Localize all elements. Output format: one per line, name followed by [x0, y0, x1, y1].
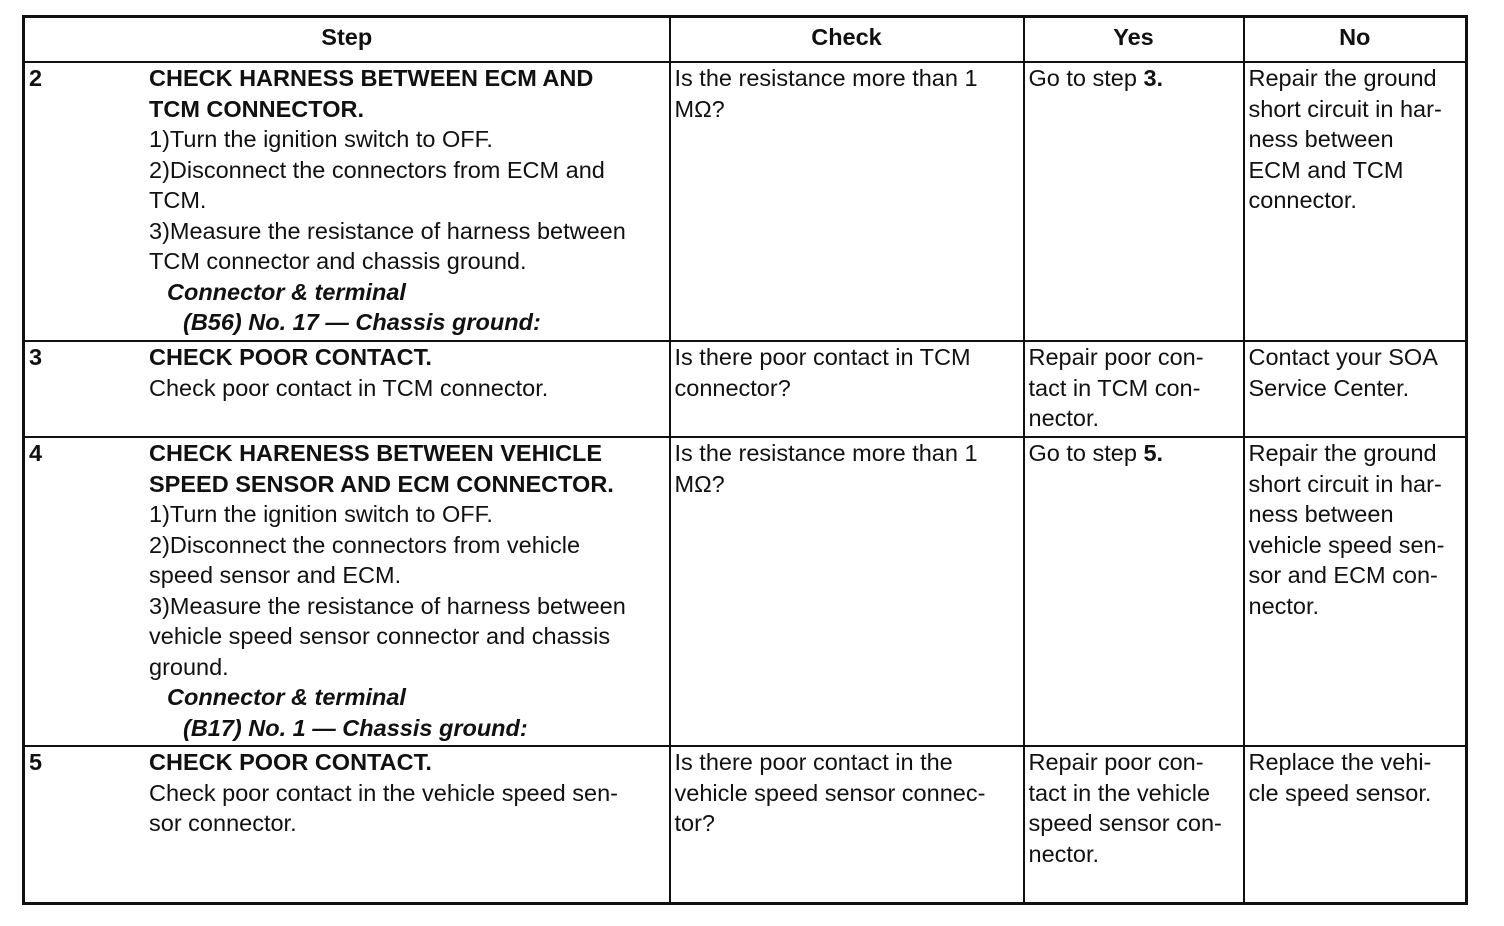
step-cell	[24, 437, 670, 746]
table-row	[24, 341, 1467, 437]
step-title-line: CHECK POOR CONTACT.	[149, 344, 432, 370]
table-row	[24, 62, 1467, 341]
yes-line: speed sensor con-	[1028, 810, 1222, 836]
yes-line: Repair poor con-	[1028, 749, 1204, 775]
terminal-value: (B17) No. 1 — Chassis ground:	[183, 714, 528, 741]
no-line: nector.	[1248, 592, 1320, 619]
step-line: 3)Measure the resistance of harness between	[149, 592, 626, 619]
step-line: Check poor contact in the vehicle speed sen-	[149, 779, 618, 806]
step-line: 1)Turn the ignition switch to OFF.	[149, 501, 493, 527]
yes-step-ref: 5.	[1143, 440, 1164, 466]
table-row	[24, 437, 1467, 746]
check-line: Is there poor contact in the	[674, 749, 953, 775]
yes-cell	[1024, 62, 1244, 341]
step-cell	[24, 341, 670, 437]
step-line: TCM.	[149, 187, 207, 213]
step-number: 2	[29, 65, 43, 91]
yes-text: Go to step	[1028, 65, 1144, 91]
yes-cell	[1024, 341, 1244, 437]
step-line: ground.	[149, 653, 229, 680]
diagnostic-table	[22, 15, 1468, 905]
yes-step-ref: 3.	[1143, 65, 1164, 91]
check-line: MΩ?	[674, 95, 725, 122]
header-no: No	[1244, 17, 1467, 63]
step-title-line: CHECK HARENESS BETWEEN VEHICLE	[149, 440, 603, 466]
step-cell	[24, 746, 670, 904]
step-number: 3	[29, 344, 43, 370]
header-step: Step	[24, 17, 670, 63]
no-line: ness between	[1248, 126, 1394, 152]
no-line: Replace the vehi-	[1248, 749, 1432, 775]
no-line: short circuit in har-	[1248, 470, 1442, 497]
step-number: 5	[29, 749, 43, 775]
no-line: ness between	[1248, 501, 1394, 527]
yes-line: tact in the vehicle	[1028, 779, 1211, 806]
check-line: Is there poor contact in TCM	[674, 344, 971, 370]
check-line: Is the resistance more than 1	[674, 65, 978, 91]
terminal-label: Connector & terminal	[167, 278, 406, 305]
check-line: vehicle speed sensor connec-	[674, 779, 986, 806]
step-cell	[24, 62, 670, 341]
no-cell	[1244, 341, 1467, 437]
step-line: speed sensor and ECM.	[149, 562, 402, 588]
check-line: connector?	[674, 374, 791, 401]
step-line: 3)Measure the resistance of harness between	[149, 217, 626, 244]
no-line: Repair the ground	[1248, 65, 1437, 91]
step-line: TCM connector and chassis ground.	[149, 248, 527, 274]
no-line: vehicle speed sen-	[1248, 531, 1445, 558]
no-line: short circuit in har-	[1248, 95, 1442, 122]
no-cell	[1244, 437, 1467, 746]
no-line: connector.	[1248, 187, 1357, 213]
no-line: cle speed sensor.	[1248, 779, 1432, 806]
yes-line: tact in TCM con-	[1028, 374, 1201, 401]
step-line: 2)Disconnect the connectors from ECM and	[149, 156, 605, 183]
check-cell	[670, 437, 1024, 746]
no-line: ECM and TCM	[1248, 156, 1404, 183]
step-line: 2)Disconnect the connectors from vehicle	[149, 531, 581, 558]
header-row	[24, 17, 1467, 63]
table-row	[24, 746, 1467, 904]
step-line: vehicle speed sensor connector and chassis	[149, 623, 611, 649]
no-line: sor and ECM con-	[1248, 562, 1438, 588]
yes-line: nector.	[1028, 405, 1100, 431]
step-title-line: SPEED SENSOR AND ECM CONNECTOR.	[149, 470, 614, 497]
check-cell	[670, 746, 1024, 904]
no-line: Repair the ground	[1248, 440, 1437, 466]
check-line: MΩ?	[674, 470, 725, 497]
check-line: tor?	[674, 810, 715, 836]
step-line: 1)Turn the ignition switch to OFF.	[149, 126, 493, 152]
step-line: Check poor contact in TCM connector.	[149, 374, 549, 401]
step-line: sor connector.	[149, 810, 297, 836]
no-cell	[1244, 62, 1467, 341]
check-cell	[670, 62, 1024, 341]
header-yes: Yes	[1024, 17, 1244, 63]
no-line: Contact your SOA	[1248, 344, 1438, 370]
check-cell	[670, 341, 1024, 437]
terminal-value: (B56) No. 17 — Chassis ground:	[183, 309, 541, 335]
terminal-label: Connector & terminal	[167, 684, 406, 710]
yes-text: Go to step	[1028, 440, 1144, 466]
yes-cell	[1024, 437, 1244, 746]
yes-line: Repair poor con-	[1028, 344, 1204, 370]
step-title-line: CHECK HARNESS BETWEEN ECM AND	[149, 65, 594, 91]
no-line: Service Center.	[1248, 374, 1410, 401]
step-number: 4	[29, 440, 43, 466]
step-title-line: TCM CONNECTOR.	[149, 95, 364, 122]
yes-cell	[1024, 746, 1244, 904]
no-cell	[1244, 746, 1467, 904]
header-check: Check	[670, 17, 1024, 63]
check-line: Is the resistance more than 1	[674, 440, 978, 466]
yes-line: nector.	[1028, 840, 1100, 867]
step-title-line: CHECK POOR CONTACT.	[149, 749, 432, 775]
